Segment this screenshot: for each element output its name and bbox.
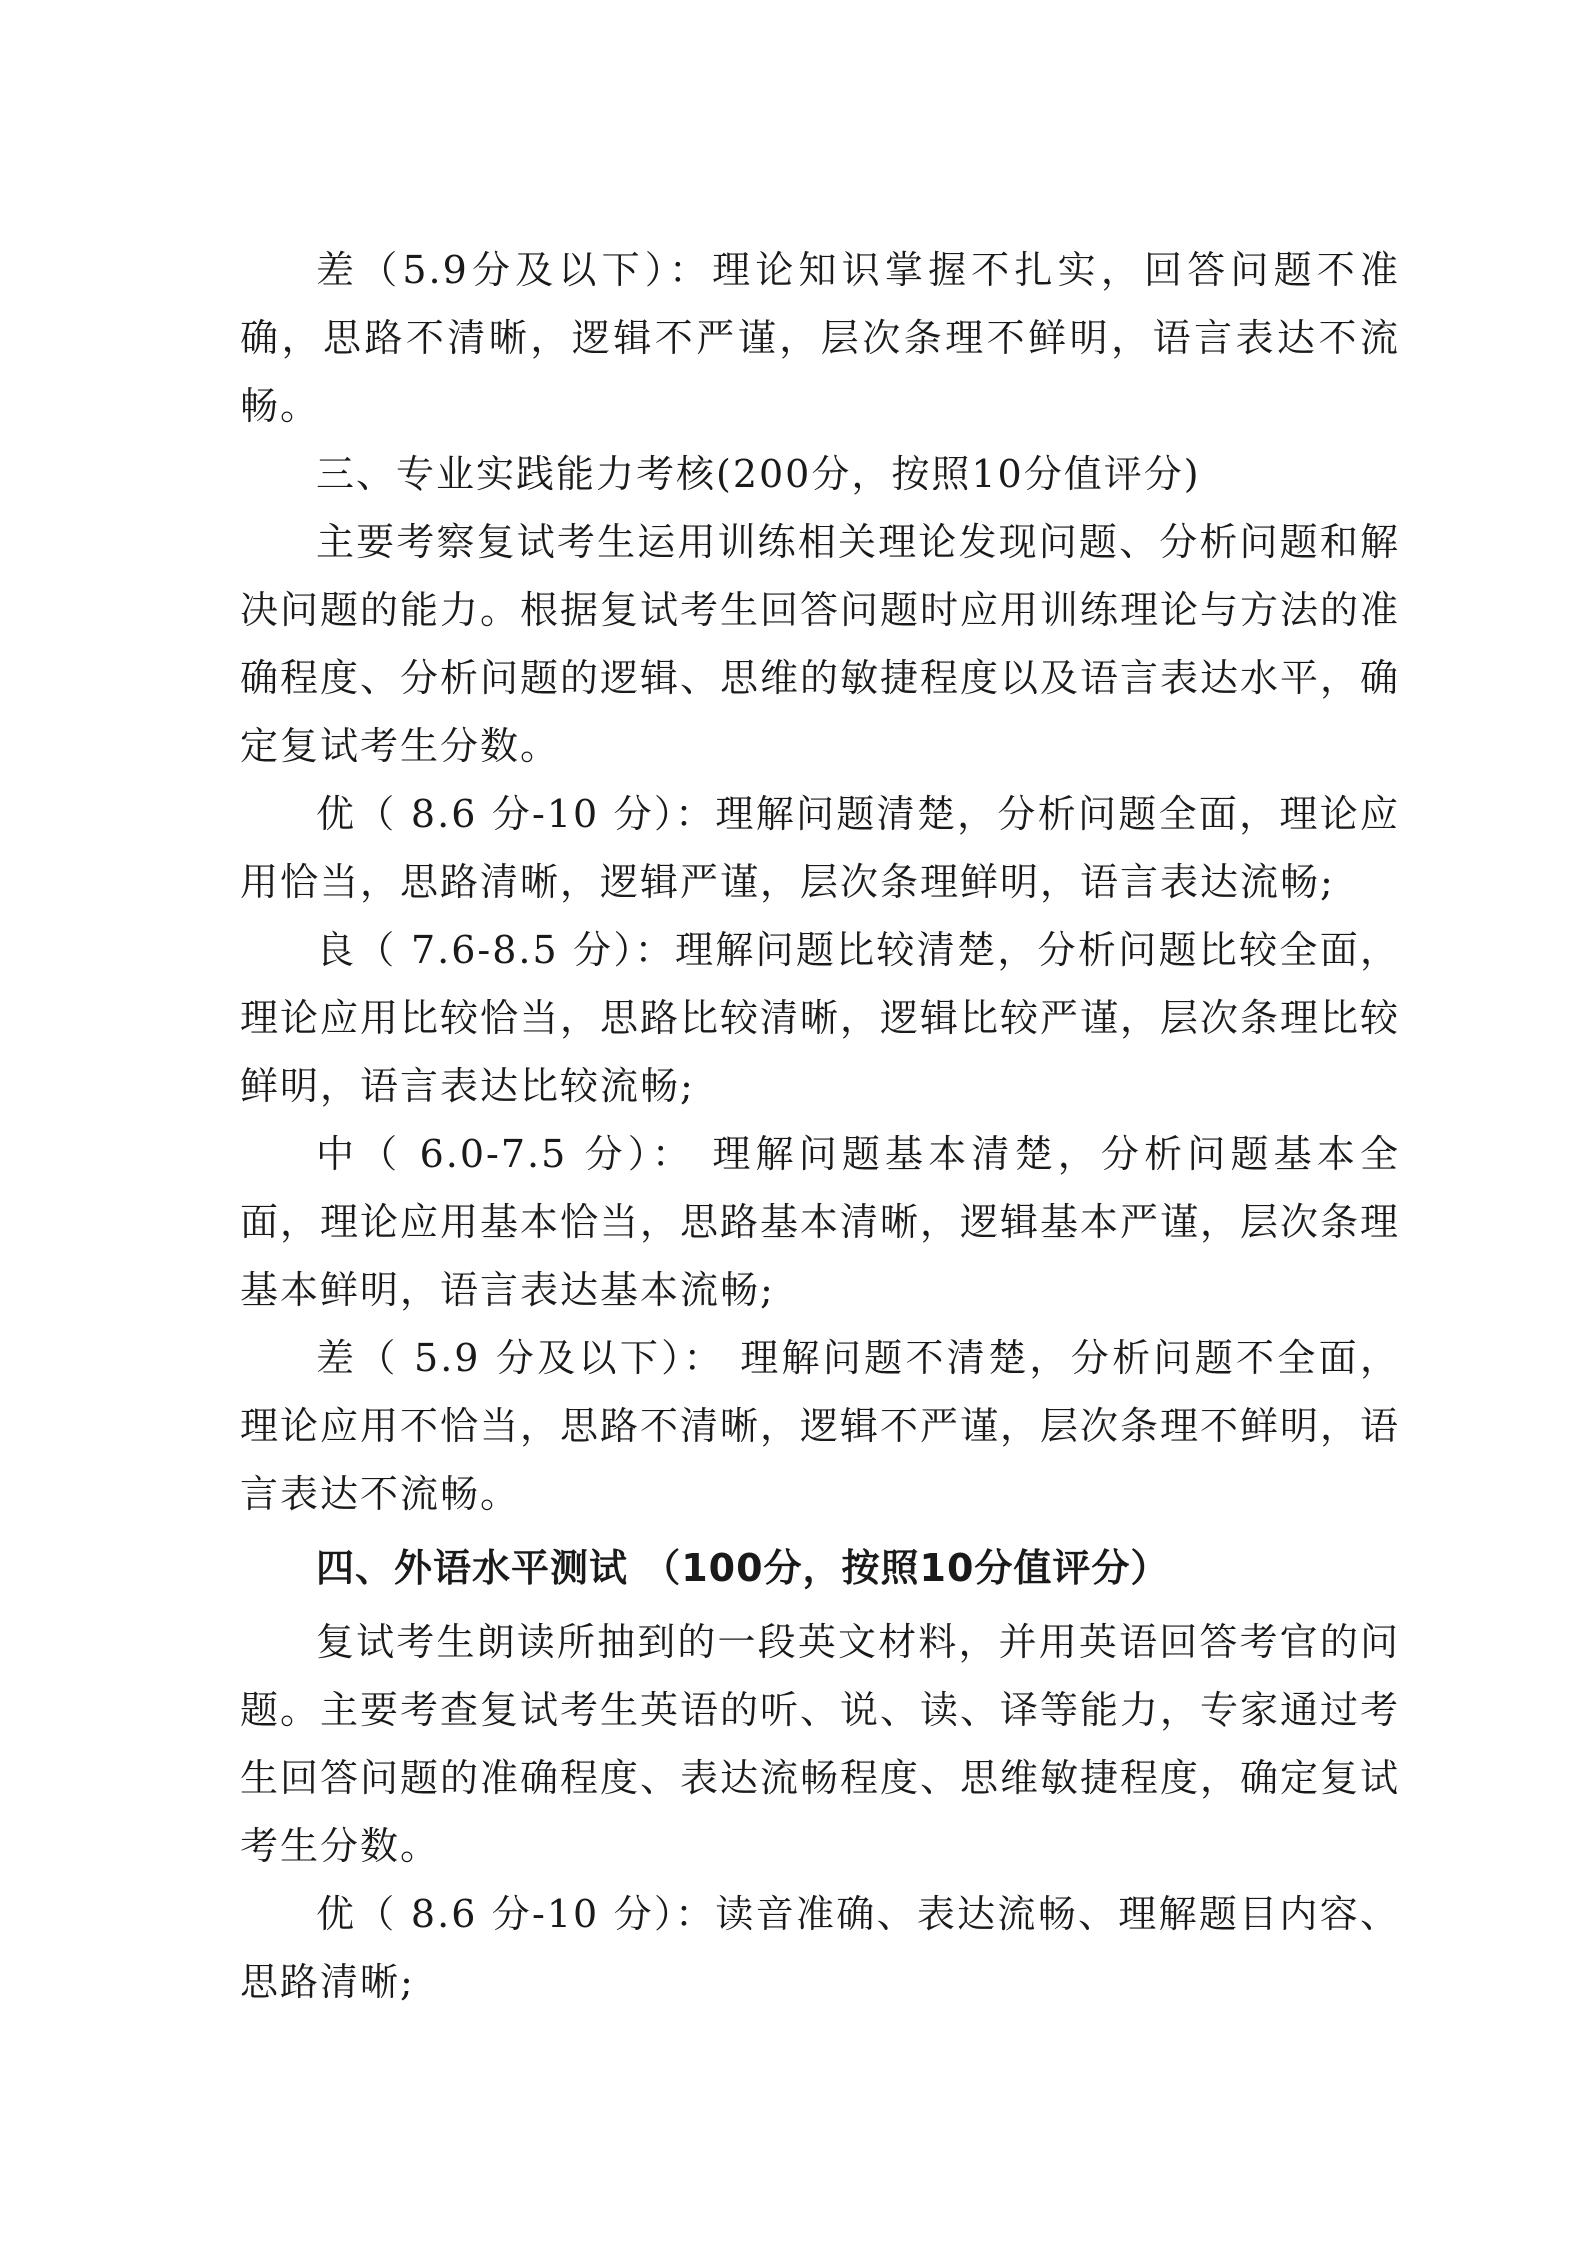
paragraph-language-description: 复试考生朗读所抽到的一段英文材料，并用英语回答考官的问题。主要考查复试考生英语的听、说、读、译等能力，专家通过考生回答问题的准确程度、表达流畅程度、思维敏捷程度，确定复试考生分数。 bbox=[240, 1620, 1401, 1868]
paragraph-poor-theory: 差（5.9分及以下）：理论知识掌握不扎实，回答问题不准确，思路不清晰，逻辑不严谨，层次条理不鲜明，语言表达不流畅。 bbox=[240, 248, 1400, 428]
section-heading-foreign-language: 四、外语水平测试 （100分，按照10分值评分） bbox=[316, 1546, 1170, 1590]
paragraph-practice-excellent: 优（ 8.6 分-10 分）：理解问题清楚，分析问题全面，理论应用恰当，思路清晰，逻辑严谨，层次条理鲜明，语言表达流畅; bbox=[240, 792, 1400, 904]
paragraph-practice-good: 良（ 7.6-8.5 分）：理解问题比较清楚，分析问题比较全面，理论应用比较恰当，思路比较清晰，逻辑比较严谨，层次条理比较鲜明，语言表达比较流畅; bbox=[240, 928, 1401, 1108]
paragraph-practice-poor: 差（ 5.9 分及以下）： 理解问题不清楚，分析问题不全面，理论应用不恰当，思路不清晰，逻辑不严谨，层次条理不鲜明，语言表达不流畅。 bbox=[240, 1336, 1401, 1516]
paragraph-practice-description: 主要考察复试考生运用训练相关理论发现问题、分析问题和解决问题的能力。根据复试考生回答问题时应用训练理论与方法的准确程度、分析问题的逻辑、思维的敏捷程度以及语言表达水平，确定复试考生分数。 bbox=[240, 520, 1401, 768]
paragraph-language-excellent: 优（ 8.6 分-10 分）：读音准确、表达流畅、理解题目内容、思路清晰; bbox=[240, 1892, 1400, 2004]
paragraph-practice-average: 中（ 6.0-7.5 分）： 理解问题基本清楚，分析问题基本全面，理论应用基本恰当，思路基本清晰，逻辑基本严谨，层次条理基本鲜明，语言表达基本流畅; bbox=[240, 1132, 1401, 1312]
document-page bbox=[240, 236, 1400, 2016]
section-heading-practice: 三、专业实践能力考核(200分，按照10分值评分) bbox=[316, 452, 1201, 496]
